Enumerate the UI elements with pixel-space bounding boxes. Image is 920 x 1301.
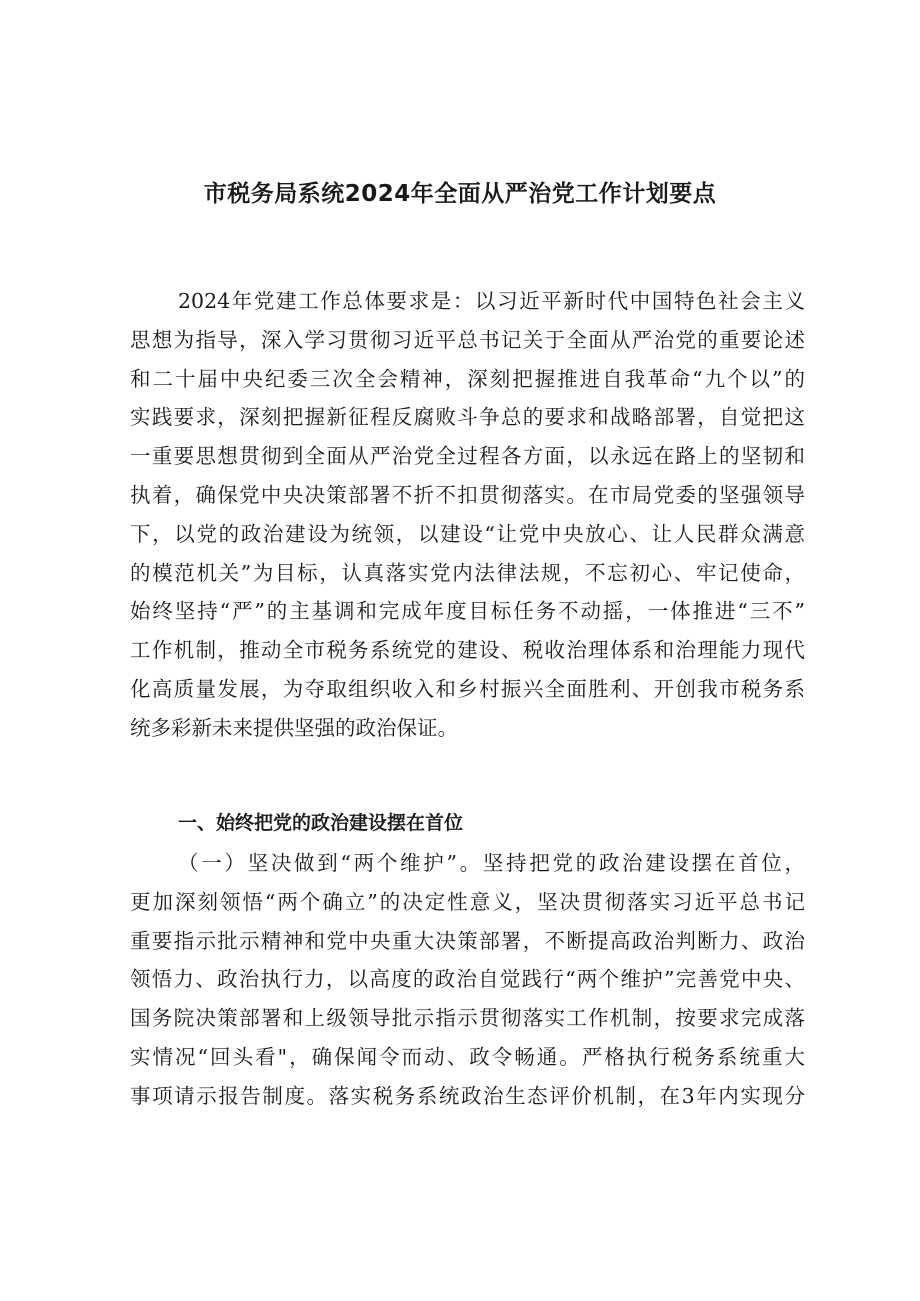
paragraph-line: 下，以党的政治建设为统领，以建设“让党中央放心、让人民群众满意 <box>130 521 805 546</box>
paragraph-line: 一重要思想贯彻到全面从严治党全过程各方面，以永远在路上的坚韧和 <box>130 444 805 469</box>
paragraph-line: 2024年党建工作总体要求是：以习近平新时代中国特色社会主义 <box>178 289 805 313</box>
paragraph-line: 化高质量发展，为夺取组织收入和乡村振兴全面胜利、开创我市税务系 <box>130 676 805 701</box>
paragraph-line: 重要指示批示精神和党中央重大决策部署，不断提高政治判断力、政治 <box>130 928 805 953</box>
paragraph-line: 的模范机关”为目标，认真落实党内法律法规，不忘初心、牢记使命， <box>130 560 805 585</box>
document-title: 市税务局系统2024年全面从严治党工作计划要点 <box>203 181 717 207</box>
paragraph-line: 更加深刻领悟“两个确立”的决定性意义，坚决贯彻落实习近平总书记 <box>130 889 805 914</box>
paragraph-line: （一）坚决做到“两个维护”。坚持把党的政治建设摆在首位， <box>178 851 805 875</box>
paragraph-line: 工作机制，推动全市税务系统党的建设、税收治理体系和治理能力现代 <box>130 638 805 663</box>
paragraph-line: 执着，确保党中央决策部署不折不扣贯彻落实。在市局党委的坚强领导 <box>130 482 805 507</box>
paragraph-line: 实践要求，深刻把握新征程反腐败斗争总的要求和战略部署，自觉把这 <box>130 405 805 430</box>
paragraph-line: 统多彩新未来提供坚强的政治保证。 <box>130 715 458 740</box>
paragraph-line: 实情况“回头看"，确保闻令而动、政令畅通。严格执行税务系统重大 <box>130 1044 805 1069</box>
section-heading: 一、始终把党的政治建设摆在首位 <box>178 812 464 834</box>
paragraph-line: 国务院决策部署和上级领导批示指示贯彻落实工作机制，按要求完成落 <box>130 1006 805 1031</box>
paragraph-general-requirements <box>130 282 805 748</box>
paragraph-line: 思想为指导，深入学习贯彻习近平总书记关于全面从严治党的重要论述 <box>130 327 805 352</box>
paragraph-line: 领悟力、政治执行力，以高度的政治自觉践行“两个维护”完善党中央、 <box>130 967 805 992</box>
paragraph-line: 和二十届中央纪委三次全会精神，深刻把握推进自我革命“九个以”的 <box>130 366 805 391</box>
paragraph-two-safeguards <box>130 844 805 1116</box>
paragraph-line: 始终坚持“严”的主基调和完成年度目标任务不动摇，一体推进“三不” <box>130 599 805 624</box>
paragraph-line: 事项请示报告制度。落实税务系统政治生态评价机制，在3年内实现分 <box>130 1083 805 1108</box>
